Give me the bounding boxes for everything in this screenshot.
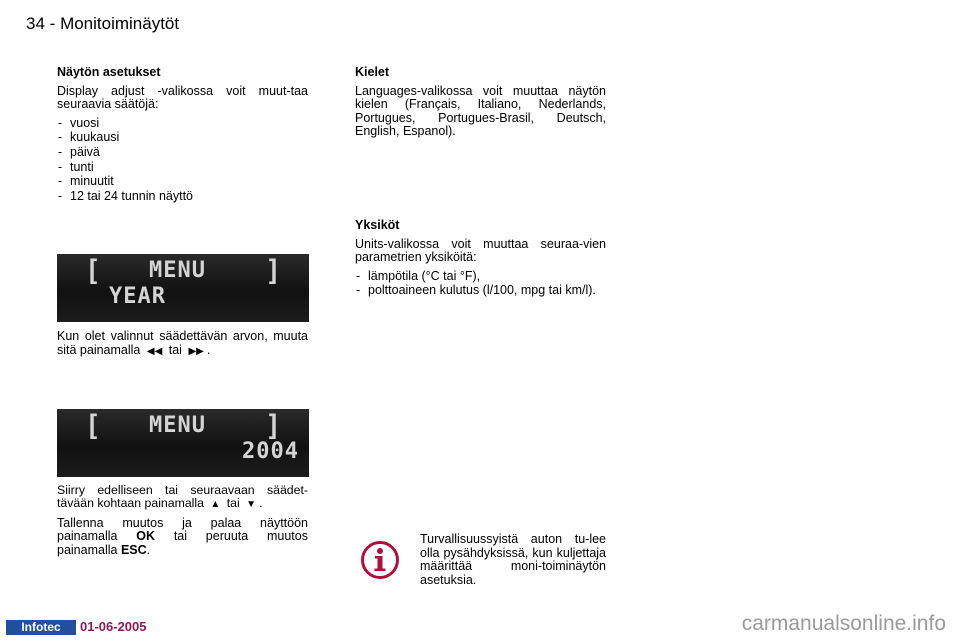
caption-end: . <box>146 543 151 557</box>
up-arrow-icon: ▲ <box>210 499 221 511</box>
info-icon <box>360 540 400 580</box>
caption-adjust-value <box>57 330 308 358</box>
left-column <box>57 66 308 204</box>
list-item: - kuukausi <box>57 131 308 145</box>
caption-or: tai <box>168 342 182 357</box>
watermark: carmanualsonline.info <box>741 612 946 635</box>
caption-text: Tallenna muutos ja palaa näyttöön painamalla <box>57 515 308 544</box>
display-bracket-left: [ <box>85 254 101 288</box>
right-column <box>355 66 606 299</box>
caption-text: tai peruuta muutos painamalla <box>57 529 308 557</box>
fast-forward-icon: ▶▶ <box>188 345 204 357</box>
ok-button-label: OK <box>136 529 156 544</box>
units-list <box>355 270 606 298</box>
header-separator: - <box>49 14 56 33</box>
list-item: - päivä <box>57 146 308 160</box>
display-adjust-intro: Display adjust -valikossa voit muut-taa seuraavia säätöjä: <box>57 83 308 112</box>
caption-end: . <box>206 342 211 357</box>
page-header <box>26 14 179 34</box>
list-item: - 12 tai 24 tunnin näyttö <box>57 190 308 204</box>
caption-end: . <box>259 496 263 511</box>
display-bracket-right: ] <box>265 409 281 443</box>
caption-navigate <box>57 484 308 563</box>
display-menu-label: MENU <box>149 413 206 438</box>
list-item: - lämpötila (°C tai °F), <box>355 270 606 284</box>
caption-save-text <box>57 517 308 558</box>
display-value: 2004 <box>242 439 299 464</box>
display-bracket-left: [ <box>85 409 101 443</box>
down-arrow-icon: ▼ <box>246 499 257 511</box>
units-text: Units-valikossa voit muuttaa seuraa-vien parametrien yksiköitä: <box>355 236 606 265</box>
esc-button-label: ESC <box>120 543 147 557</box>
list-item: - polttoaineen kulutus (l/100, mpg tai km/l). <box>355 284 606 298</box>
list-item: - minuutit <box>57 175 308 189</box>
list-item: - tunti <box>57 161 308 175</box>
display-value: YEAR <box>109 284 166 309</box>
infotec-badge: Infotec <box>6 620 76 635</box>
display-screen-value <box>57 409 309 477</box>
settings-list <box>57 117 308 204</box>
info-text: Turvallisuussyistä auton tu-lee olla pysähdyksissä, kun kuljettaja määrittää moni-toiminäytön asetuksia. <box>420 532 606 587</box>
caption-or: tai <box>226 496 240 511</box>
section-heading-languages: Kielet <box>355 65 390 79</box>
section-heading-display-settings: Näytön asetukset <box>57 65 161 79</box>
display-bracket-right: ] <box>265 254 281 288</box>
display-screen-year <box>57 254 309 322</box>
page-title: Monitoiminäytöt <box>60 14 180 33</box>
caption-text: Siirry edelliseen tai seuraavaan säädet-tävään kohtaan painamalla <box>57 483 308 511</box>
section-heading-units: Yksiköt <box>355 217 400 232</box>
rewind-icon: ◀◀ <box>146 345 163 357</box>
caption-navigate-text <box>57 484 308 512</box>
caption-text: Kun olet valinnut säädettävän arvon, muuta sitä painamalla <box>57 329 308 357</box>
footer-date: 01-06-2005 <box>80 619 147 634</box>
list-item: - vuosi <box>57 117 308 131</box>
page-number: 34 <box>26 14 45 33</box>
display-menu-label: MENU <box>149 258 206 283</box>
languages-text: Languages-valikossa voit muuttaa näytön kielen (Français, Italiano, Nederlands, Portugues, Portugues-Brasil, Deutsch, English, Espanol). <box>355 83 606 139</box>
